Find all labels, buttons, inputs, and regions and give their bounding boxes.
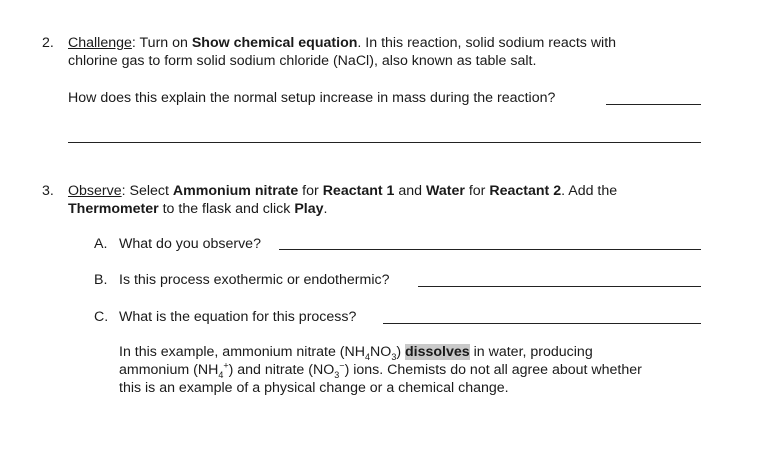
dissolves-highlight: dissolves (405, 344, 470, 360)
q2-question: How does this explain the normal setup increase in mass during the reaction? (68, 90, 556, 106)
q2-number: 2. (42, 35, 54, 51)
q2-line-1: Challenge: Turn on Show chemical equation. In this reaction, solid sodium reacts with (68, 35, 617, 51)
q3-line-2: Thermometer to the flask and click Play. (68, 201, 328, 217)
q3a-letter: A. (94, 236, 108, 252)
para-line-2: ammonium $(NH_4^+)$ and nitrate $(NO_3^-)$ ions. Chemists do not all agree about whether (119, 360, 642, 380)
q3a-text: What do you observe? (119, 236, 261, 252)
q2-line-2: chlorine gas to form solid sodium chloride (NaCl), also known as table salt. (68, 53, 537, 69)
q3c-answer-blank[interactable] (383, 323, 701, 324)
q3b-text: Is this process exothermic or endothermic? (119, 272, 390, 288)
q3-number: 3. (42, 183, 54, 199)
q3b-answer-blank[interactable] (418, 286, 701, 287)
q2-label: Challenge (68, 35, 132, 51)
q3a-answer-blank[interactable] (279, 249, 701, 250)
q3-label: Observe (68, 183, 122, 199)
q3-line-1: Observe: Select Ammonium nitrate for Reactant 1 and Water for Reactant 2. Add the (68, 183, 618, 199)
q3c-letter: C. (94, 309, 109, 325)
q2-answer-blank-2[interactable] (68, 142, 701, 143)
para-line-1: In this example, ammonium nitrate $(NH_4NO_3)$ dissolves in water, producing (119, 344, 593, 362)
q3b-letter: B. (94, 272, 108, 288)
q2-answer-blank-1[interactable] (606, 104, 701, 105)
q3c-text: What is the equation for this process? (119, 309, 357, 325)
show-chemical-equation-text: Show chemical equation (191, 35, 358, 51)
para-line-3: this is an example of a physical change or a chemical change. (119, 380, 509, 396)
